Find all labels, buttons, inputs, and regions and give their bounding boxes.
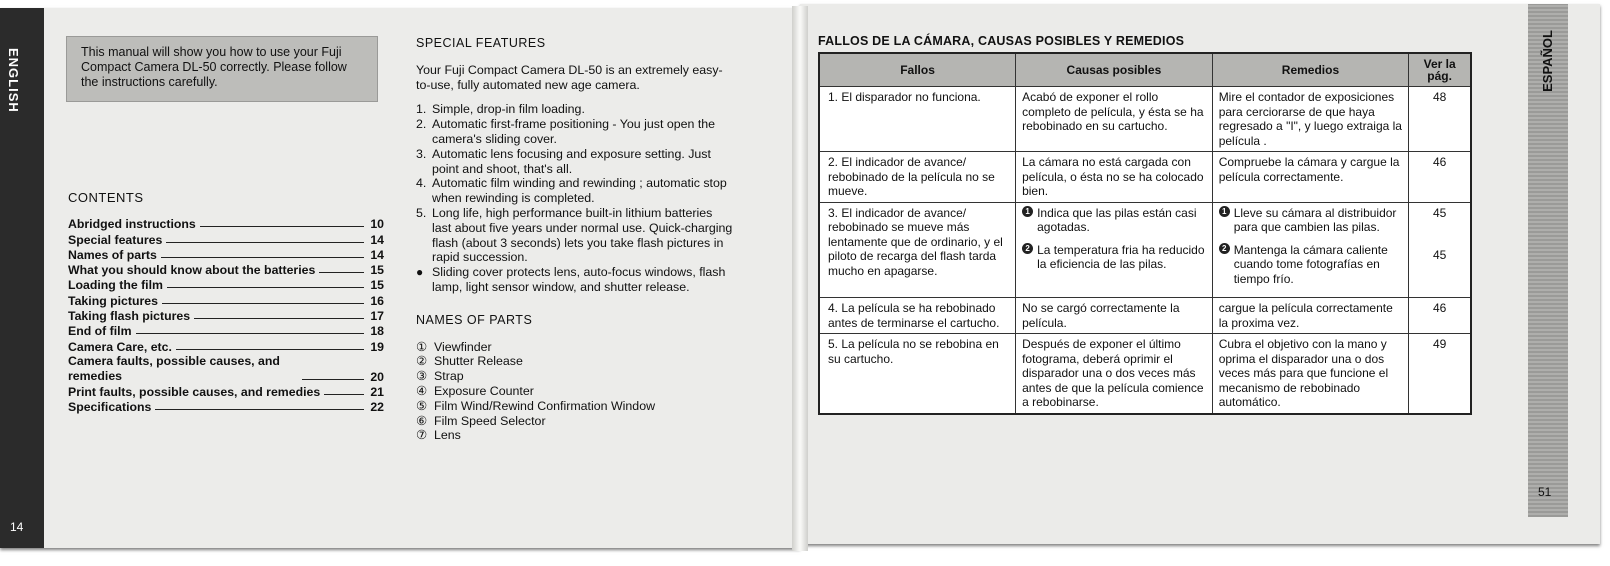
- remedy-cell: [1212, 152, 1409, 203]
- part-name: Film Speed Selector: [434, 413, 546, 428]
- contents-item-title: Loading the film: [68, 278, 163, 293]
- feature-number: 1.: [416, 102, 427, 117]
- page-ref-cell: [1409, 334, 1471, 414]
- contents-item-title: Print faults, possible causes, and remedies: [68, 384, 321, 399]
- contents-row: [68, 277, 384, 292]
- cell-entry: [1022, 337, 1206, 410]
- contents-item-title: Specifications: [68, 400, 152, 415]
- cell-entry: [1219, 243, 1403, 287]
- remedy-cell: [1212, 298, 1409, 334]
- contents-item-page: 17: [370, 309, 384, 324]
- feature-number: 3.: [416, 146, 427, 161]
- contents-item-title: Abridged instructions: [68, 217, 196, 232]
- names-of-parts-title: NAMES OF PARTS: [416, 312, 533, 327]
- fault-cell: 4. La película se ha rebobinado antes de terminarse el cartucho.: [819, 298, 1016, 334]
- page-ref-cell: [1409, 298, 1471, 334]
- contents-item-page: 19: [370, 339, 384, 354]
- contents-item-title: Taking pictures: [68, 293, 158, 308]
- contents-row: [68, 354, 384, 384]
- part-number: ③: [416, 369, 428, 384]
- contents-item-title: Special features: [68, 232, 163, 247]
- contents-item-title: End of film: [68, 324, 132, 339]
- part-name: Film Wind/Rewind Confirmation Window: [434, 398, 656, 413]
- contents-row: [68, 262, 384, 277]
- cause-cell: [1016, 298, 1213, 334]
- parts-list: [416, 340, 734, 444]
- page-number: 14: [10, 520, 24, 534]
- part-item: [416, 384, 734, 399]
- feature-text: Sliding cover protects lens, auto-focus windows, flash lamp, light sensor window, and shutter release.: [432, 265, 726, 294]
- part-item: [416, 399, 734, 414]
- fault-cell: 2. El indicador de avance/ rebobinado de la película no se mueve.: [819, 152, 1016, 203]
- leader-dots: [167, 287, 364, 288]
- fault-cell: 1. El disparador no funciona.: [819, 87, 1016, 152]
- header-remedios: Remedios: [1212, 53, 1409, 87]
- header-fallos: Fallos: [819, 53, 1016, 87]
- cell-text: Lleve su cámara al distribuidor para que cambien las pilas.: [1233, 205, 1397, 234]
- tab-label: ESPAÑOL: [1540, 30, 1555, 92]
- remedy-cell: [1212, 202, 1409, 298]
- cell-entry: [1219, 337, 1403, 410]
- part-item: [416, 340, 734, 355]
- cell-text: cargue la película correctamente la proxima vez.: [1218, 301, 1393, 330]
- contents-title: CONTENTS: [68, 190, 144, 205]
- contents-row: [68, 292, 384, 307]
- part-item: [416, 354, 734, 369]
- leader-dots: [155, 409, 364, 410]
- page-ref-cell: [1409, 87, 1471, 152]
- numbered-marker: 2: [1219, 243, 1230, 254]
- contents-item-page: 20: [370, 369, 384, 384]
- cell-entry: [1022, 206, 1206, 235]
- contents-row: [68, 399, 384, 414]
- contents-item-title: Names of parts: [68, 247, 157, 262]
- contents-item-page: 14: [370, 232, 384, 247]
- features-list: [416, 102, 734, 294]
- contents-item-title: Taking flash pictures: [68, 309, 191, 324]
- part-number: ②: [416, 354, 428, 369]
- cell-entry: [1022, 243, 1206, 272]
- fault-row: [819, 202, 1471, 298]
- page-ref: 46: [1432, 301, 1447, 315]
- leader-dots: [319, 272, 364, 273]
- cell-text: Compruebe la cámara y cargue la película correctamente.: [1218, 155, 1400, 184]
- contents-row: [68, 247, 384, 262]
- cell-text: Mantenga la cámara caliente cuando tome fotografías en tiempo frío.: [1233, 242, 1388, 286]
- part-name: Lens: [434, 428, 461, 443]
- special-features-intro: Your Fuji Compact Camera DL-50 is an extremely easy-to-use, fully automated new age camera.: [416, 62, 723, 92]
- cause-cell: [1016, 87, 1213, 152]
- book-gutter: [792, 6, 808, 551]
- contents-item-page: 22: [370, 400, 384, 415]
- part-number: ④: [416, 383, 428, 398]
- cell-entry: [1022, 301, 1206, 330]
- language-tab-english: [0, 8, 44, 548]
- cell-text: La cámara no está cargada con película, o ésta no se ha colocado bien.: [1022, 155, 1204, 198]
- cell-text: La temperatura fria ha reducido la eficiencia de las pilas.: [1037, 242, 1205, 271]
- page-ref-cell: [1409, 202, 1471, 298]
- contents-item-page: 21: [370, 384, 384, 399]
- page-ref: 48: [1432, 90, 1447, 104]
- cell-text: Después de exponer el último fotograma, deberá oprimir el disparador una o dos veces más antes de que la película comience a rebobinarse.: [1022, 337, 1204, 409]
- leader-dots: [324, 394, 364, 395]
- feature-item: [416, 102, 734, 117]
- leader-dots: [162, 303, 364, 304]
- feature-item: [416, 176, 734, 206]
- fault-row: [819, 152, 1471, 203]
- page-ref-cell: [1409, 152, 1471, 203]
- part-number: ⑤: [416, 398, 428, 413]
- contents-list: [68, 216, 384, 414]
- page-number: 51: [1538, 485, 1552, 499]
- page-ref: 46: [1432, 155, 1447, 169]
- feature-item: [416, 117, 734, 147]
- feature-item: [416, 265, 734, 295]
- cell-text: Mire el contador de exposiciones para cerciorarse de que haya regresado a "I", y luego extraiga la película .: [1218, 90, 1402, 148]
- numbered-marker: 1: [1022, 206, 1033, 217]
- contents-item-title: Camera Care, etc.: [68, 339, 172, 354]
- cell-entry: [1219, 301, 1403, 330]
- feature-text: Simple, drop-in film loading.: [432, 102, 585, 117]
- fault-row: [819, 87, 1471, 152]
- feature-number: 2.: [416, 117, 427, 132]
- feature-number: ●: [416, 265, 424, 280]
- part-item: [416, 414, 734, 429]
- part-item: [416, 369, 734, 384]
- contents-item-page: 16: [370, 293, 384, 308]
- contents-item-page: 15: [370, 263, 384, 278]
- contents-row: [68, 308, 384, 323]
- cell-entry: [1219, 206, 1403, 235]
- feature-text: Automatic film winding and rewinding ; automatic stop when rewinding is completed.: [432, 176, 727, 206]
- leader-dots: [302, 379, 364, 380]
- page-ref: 49: [1432, 337, 1447, 351]
- contents-item-page: 15: [370, 278, 384, 293]
- feature-item: [416, 147, 734, 177]
- cell-text: Cubra el objetivo con la mano y oprima el disparador una o dos veces más para que funcione el mecanismo de rebobinado automático.: [1218, 337, 1389, 409]
- part-name: Shutter Release: [434, 354, 523, 369]
- cause-cell: [1016, 202, 1213, 298]
- tab-label: ENGLISH: [6, 48, 21, 113]
- cell-entry: [1022, 155, 1206, 199]
- feature-number: 4.: [416, 176, 427, 191]
- cell-text: No se cargó correctamente la película.: [1022, 301, 1180, 330]
- contents-item-page: 10: [370, 217, 384, 232]
- part-number: ⑥: [416, 413, 428, 428]
- remedy-cell: [1212, 87, 1409, 152]
- leader-dots: [176, 349, 364, 350]
- leader-dots: [194, 318, 364, 319]
- contents-row: [68, 323, 384, 338]
- fault-cell: 3. El indicador de avance/ rebobinado se mueve más lentamente que de ordinario, y el piloto de recarga del flash tarda mucho en apagarse.: [819, 202, 1016, 298]
- part-item: [416, 428, 734, 443]
- leader-dots: [161, 257, 364, 258]
- contents-item-page: 14: [370, 247, 384, 262]
- part-number: ⑦: [416, 428, 428, 443]
- part-name: Viewfinder: [434, 339, 492, 354]
- page-ref: 45: [1432, 205, 1447, 220]
- features-column: [416, 36, 734, 443]
- feature-text: Long life, high performance built-in lithium batteries last about five years under normal use. Quick-charging flash (about 3 seconds) lets you take flash pictures in rapid succession.: [432, 205, 733, 265]
- contents-row: [68, 384, 384, 399]
- feature-text: Automatic lens focusing and exposure setting. Just point and shoot, that's all.: [432, 146, 711, 176]
- fault-cell: 5. La película no se rebobina en su cartucho.: [819, 334, 1016, 414]
- part-number: ①: [416, 339, 428, 354]
- fault-row: [819, 334, 1471, 414]
- contents-item-title: What you should know about the batteries: [68, 263, 316, 278]
- header-causas: Causas posibles: [1016, 53, 1213, 87]
- header-pagina: Ver la pág.: [1409, 53, 1471, 87]
- fault-row: [819, 298, 1471, 334]
- contents-row: [68, 231, 384, 246]
- feature-number: 5.: [416, 205, 427, 220]
- page-ref: 45: [1432, 248, 1447, 262]
- leader-dots: [166, 242, 364, 243]
- cause-cell: [1016, 152, 1213, 203]
- cell-text: Indica que las pilas están casi agotadas.: [1037, 205, 1197, 234]
- special-features-title: SPECIAL FEATURES: [416, 36, 546, 50]
- cell-text: Acabó de exponer el rollo completo de película, y ésta se ha rebobinado en su cartucho.: [1022, 90, 1204, 133]
- faults-title: FALLOS DE LA CÁMARA, CAUSAS POSIBLES Y REMEDIOS: [818, 34, 1185, 48]
- contents-row: [68, 216, 384, 231]
- contents-row: [68, 338, 384, 353]
- leader-dots: [200, 226, 364, 227]
- faults-table: [818, 52, 1472, 415]
- contents-item-title: Camera faults, possible causes, and remedies: [68, 353, 280, 383]
- cell-entry: [1219, 90, 1403, 148]
- cause-cell: [1016, 334, 1213, 414]
- feature-text: Automatic first-frame positioning - You just open the camera's sliding cover.: [432, 117, 716, 146]
- language-tab-espanol: [1528, 4, 1568, 517]
- numbered-marker: 1: [1219, 206, 1230, 217]
- numbered-marker: 2: [1022, 243, 1033, 254]
- cell-entry: [1022, 90, 1206, 134]
- cell-entry: [1219, 155, 1403, 184]
- remedy-cell: [1212, 334, 1409, 414]
- contents-item-page: 18: [370, 324, 384, 339]
- feature-item: [416, 206, 734, 265]
- leader-dots: [136, 333, 364, 334]
- intro-box: This manual will show you how to use your Fuji Compact Camera DL-50 correctly. Please follow the instructions carefully.: [66, 36, 378, 102]
- part-name: Exposure Counter: [434, 383, 534, 398]
- part-name: Strap: [434, 369, 464, 384]
